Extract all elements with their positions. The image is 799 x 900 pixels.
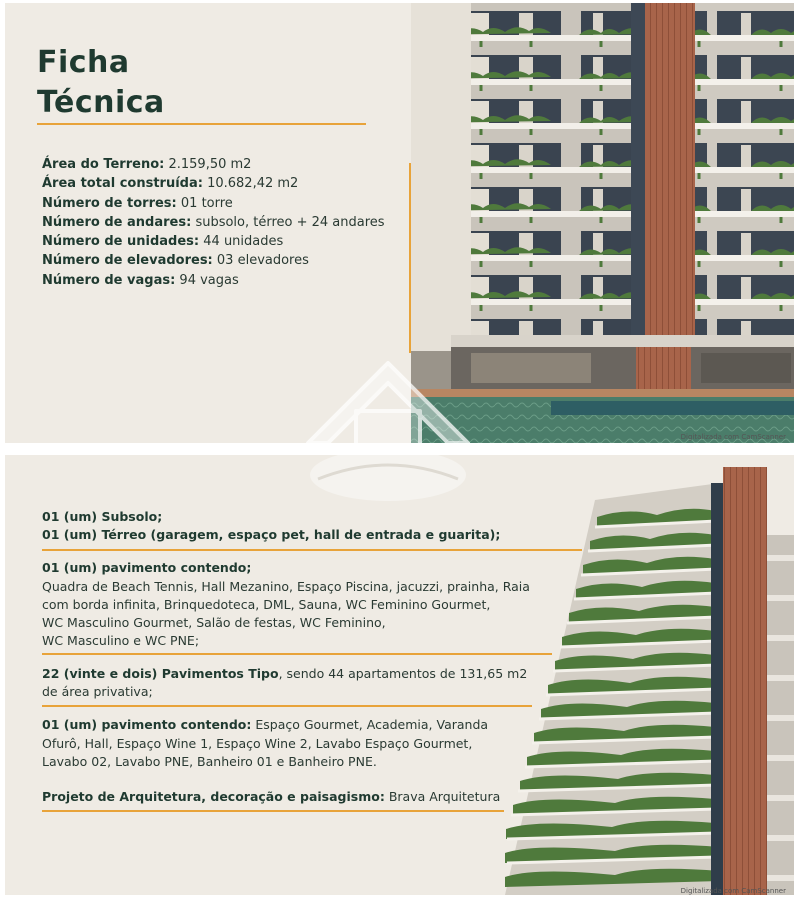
subsolo-line (42, 508, 162, 527)
page-title-line1: Ficha (37, 45, 130, 80)
spec-row (42, 271, 385, 290)
pav1-heading (42, 559, 251, 578)
projeto-bold: Projeto de Arquitetura, decoração e paisagismo: (42, 789, 385, 804)
terreo-line (42, 526, 500, 545)
terreo-text: 01 (um) Térreo (garagem, espaço pet, hall de entrada e guarita); (42, 527, 501, 542)
tipo-line2: de área privativa; (42, 684, 153, 699)
pav2-line: Ofurô, Hall, Espaço Wine 1, Espaço Wine 2, Lavabo Espaço Gourmet, (42, 736, 473, 751)
spec-row (42, 232, 385, 251)
scanner-watermark: Digitalizada com CamScanner (680, 433, 786, 441)
pav1-line: com borda infinita, Brinquedoteca, DML, Sauna, WC Feminino Gourmet, (42, 597, 491, 612)
spec-value: 10.682,42 m2 (207, 176, 299, 192)
section-divider (42, 810, 504, 812)
page-title-line2: Técnica (37, 85, 165, 120)
pav1-line: Quadra de Beach Tennis, Hall Mezanino, Espaço Piscina, jacuzzi, prainha, Raia (42, 579, 530, 594)
scanner-watermark: Digitalizada com CamScanner (680, 887, 786, 895)
spec-row (42, 194, 385, 213)
spec-row (42, 251, 385, 270)
spec-value: 2.159,50 m2 (168, 157, 252, 172)
section-divider (42, 653, 552, 655)
spec-value: 94 vagas (179, 272, 239, 288)
spec-row (42, 174, 385, 193)
spec-label: Área total construída: (42, 176, 203, 192)
pav2-rest: Espaço Gourmet, Academia, Varanda (251, 717, 489, 732)
spec-row (42, 155, 385, 174)
subsolo-text: 01 (um) Subsolo; (42, 509, 163, 524)
spec-value: 01 torre (180, 195, 233, 211)
spec-label: Número de vagas: (42, 272, 176, 288)
tipo-line (42, 665, 527, 684)
spec-label: Número de unidades: (42, 234, 200, 250)
spec-label: Área do Terreno: (42, 157, 165, 172)
spec-value: 03 elevadores (216, 253, 309, 269)
building-side-illustration (485, 455, 794, 895)
pav2-line (42, 716, 488, 735)
projeto-rest: Brava Arquitetura (384, 789, 501, 804)
title-underline (37, 123, 366, 125)
pav2-line: Lavabo 02, Lavabo PNE, Banheiro 01 e Banheiro PNE. (42, 754, 377, 769)
projeto-line (42, 788, 500, 807)
pav1-heading-text: 01 (um) pavimento contendo; (42, 560, 252, 575)
spec-label: Número de elevadores: (42, 253, 213, 269)
pav1-line: WC Masculino e WC PNE; (42, 633, 200, 648)
pav2-bold: 01 (um) pavimento contendo: (42, 717, 252, 732)
spec-label: Número de andares: (42, 214, 192, 230)
tipo-rest: , sendo 44 apartamentos de 131,65 m2 (278, 666, 528, 681)
spec-value: 44 unidades (203, 234, 284, 250)
spec-label: Número de torres: (42, 195, 177, 211)
spec-list (42, 155, 385, 290)
features-panel (5, 455, 794, 895)
section-divider (42, 705, 532, 707)
spec-value: subsolo, térreo + 24 andares (195, 214, 385, 230)
pav1-line: WC Masculino Gourmet, Salão de festas, WC Feminino, (42, 615, 386, 630)
spec-row (42, 213, 385, 232)
realty-logo-watermark (298, 355, 478, 515)
tipo-bold: 22 (vinte e dois) Pavimentos Tipo (42, 666, 279, 681)
